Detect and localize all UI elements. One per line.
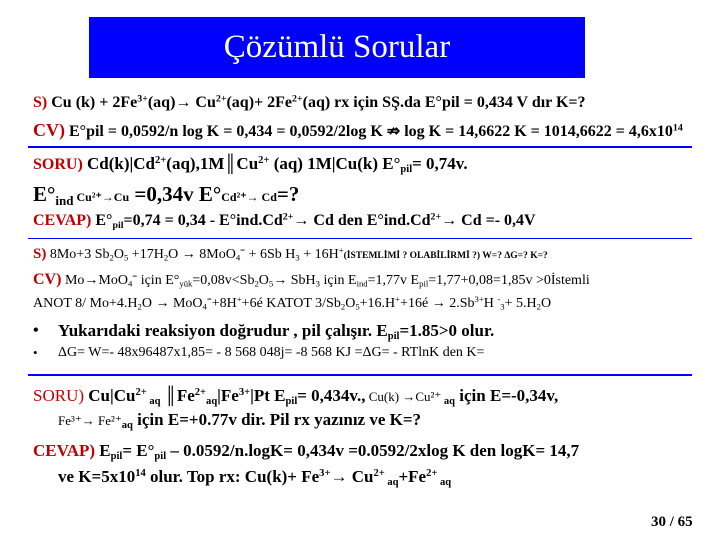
subscript: 2 [163,252,169,263]
answer-3-line [33,271,590,289]
text-segment: Cu²⁺→Cu [73,190,130,204]
superscript: 3+ [238,387,251,399]
subscript: 2 [254,278,259,289]
subscript: 4 [235,252,241,263]
superscript: + [395,294,401,305]
question-label: SORU) [33,386,85,405]
text-segment: Cd(k)|Cd [82,154,156,173]
text-segment: Cu(k) →Cu²⁺ [365,389,442,404]
answer-4-line [33,441,579,461]
text-segment: olur. Top rx: Cu(k)+ Fe [145,467,320,486]
subscript: yük [179,278,193,289]
answer-label: CEVAP) [33,212,92,229]
divider [28,146,692,148]
superscript: = [206,294,212,305]
text-segment: ΔG= W=- 48x96487x1,85= - 8 568 048j= -8 568 KJ =ΔG= - RTlnK den K= [58,345,485,360]
text-segment: (aq)→ Cu [147,94,216,111]
subscript: 2 [137,301,142,312]
gibbs-energy-line [58,345,484,361]
subscript: aq [121,420,133,432]
divider [28,238,692,239]
subscript: pil [154,451,167,463]
text-segment: için E [320,273,357,288]
text-segment: +16.H [359,296,396,311]
text-segment: Cd²⁺→ Cd [221,190,277,204]
text-segment: (aq),1M║Cu [166,154,259,173]
subscript: 5 [123,252,129,263]
text-segment: =? [276,182,300,206]
superscript: = [240,245,246,256]
subscript: aq [146,396,161,408]
subscript: 2 [340,301,346,312]
superscript: = [132,271,138,282]
subscript: aq [384,477,399,489]
text-segment: + 16H [299,247,339,262]
page-number: 30 / 65 [651,514,693,530]
subscript: 3 [500,301,505,312]
text-segment: +16é → 2.Sb [400,296,475,311]
divider [28,374,692,376]
text-segment: O [345,296,356,311]
text-segment: Fe³⁺→ Fe²⁺ [58,413,122,428]
superscript: 2+ [258,155,270,167]
text-segment: – 0.0592/n.logK= 0,434v =0.0592/2xlog K den logK= 14,7 [166,441,580,460]
text-segment: =1,77v E [367,273,420,288]
question-3-line [33,246,548,263]
text-segment: Yukarıdaki reaksiyon doğrudur , pil çalışır. E [58,321,388,340]
text-segment: +Fe [398,467,427,486]
text-segment: E° [33,182,56,206]
text-segment: +8H [211,296,237,311]
text-segment: O [540,296,552,311]
superscript: - [497,294,501,305]
text-segment: → Cu [330,467,374,486]
text-segment: +17H [128,247,164,262]
conclusion-line [58,321,494,341]
superscript: 3+ [137,93,148,105]
subscript: pil [110,451,123,463]
text-segment: O → 8MoO [168,247,236,262]
text-segment: için E=+0.77v dir. Pil rx yazınız ve K=? [132,410,422,429]
subscript: 2 [536,301,541,312]
text-segment: E° [91,212,113,229]
question-label: S) [33,94,48,111]
question-4-continuation-line [58,410,421,430]
answer-label: CV) [33,271,62,288]
text-segment: E [95,441,111,460]
superscript: 2+ [215,93,227,105]
answer-2-line [33,212,536,230]
text-segment: =1.85>0 olur. [399,321,495,340]
subscript: ind [55,192,74,208]
superscript: 2+ [194,387,207,399]
text-segment: E°pil = 0,0592/n log K = 0,434 = 0,0592/2log K [65,123,387,140]
text-segment: = 0,434v., [297,386,366,405]
superscript: 14 [672,122,683,134]
text-segment: ║Fe [160,386,195,405]
text-segment: → Cd den E°ind.Cd [293,212,431,229]
text-segment: Cu (k) + 2Fe [47,94,138,111]
superscript: 2+ [135,387,147,399]
superscript: + [236,294,242,305]
subscript: aq [206,396,218,408]
subscript: pil [285,396,298,408]
text-segment: için E° [137,273,180,288]
text-segment: + 6Sb H [245,247,296,262]
subscript: pil [419,278,429,289]
text-segment: (aq)+ 2Fe [226,94,293,111]
text-segment: |Pt E [250,386,286,405]
subscript: ind [356,278,368,289]
subscript: aq [437,477,452,489]
title-banner [89,17,585,78]
superscript: 14 [135,468,146,480]
superscript: + [338,245,344,256]
text-segment: O [113,247,124,262]
superscript: 2+ [155,155,167,167]
text-segment: Mo→MoO [61,273,128,288]
text-segment: Cu|Cu [84,386,136,405]
text-segment: |Fe [217,386,239,405]
subscript: 2 [109,252,114,263]
given-values-line [33,182,299,207]
slide-title: Çözümlü Sorular [223,29,451,65]
subscript: aq [441,396,456,408]
implies-arrow-icon: ⇏ [386,123,401,140]
answer-4-continuation-line [58,467,451,487]
subscript: 4 [127,278,133,289]
text-segment: 8Mo+3 Sb [46,247,110,262]
superscript: 2+ [373,468,385,480]
text-segment: (aq) rx için SŞ.da E°pil = 0,434 V dır K=? [302,94,586,111]
superscript: 2+ [282,211,294,223]
text-segment: → SbH [273,273,316,288]
text-segment: =0,34v E° [129,182,222,206]
subscript: 4 [202,301,207,312]
answer-1-line [33,120,683,141]
subscript: pil [387,331,400,343]
text-segment: =0,74 = 0,34 - E°ind.Cd [123,212,283,229]
text-segment: → Cd =- 0,4V [441,212,536,229]
text-segment: log K = 14,6622 K = 1014,6622 = 4,6x10 [400,123,673,140]
superscript: 3+ [474,294,484,305]
text-segment: +6é KATOT 3/Sb [241,296,341,311]
text-segment: = E° [122,441,155,460]
subscript: 3 [315,278,321,289]
question-4-line [33,386,558,406]
text-segment: ANOT 8/ Mo+4.H [33,296,138,311]
superscript: 2+ [426,468,438,480]
answer-label: CEVAP) [33,441,96,460]
text-segment: =1,77+0,08=1,85v >0İstemli [428,273,590,288]
question-label: S) [33,246,47,262]
subscript: 5 [355,301,360,312]
subscript: 3 [295,252,300,263]
text-segment: + 5.H [504,296,537,311]
subscript: 5 [268,278,274,289]
text-segment: (İSTEMLİMİ ? OLABİLİRMİ ?) W=? ΔG=? K=? [343,251,548,261]
question-1-line [33,94,586,112]
text-segment: O → MoO [141,296,203,311]
text-segment: =0,08v<Sb [192,273,255,288]
text-segment: O [258,273,269,288]
answer-label: CV) [33,120,65,140]
text-segment: = 0,74v. [412,154,468,173]
question-2-line [33,154,468,174]
half-reactions-line [33,296,551,312]
superscript: 2+ [292,93,303,105]
text-segment: H [483,296,498,311]
question-label: SORU) [33,156,83,173]
text-segment: ve K=5x10 [58,467,136,486]
text-segment: için E=-0,34v, [455,386,559,405]
bullet-icon: • [33,345,38,360]
subscript: pil [112,219,124,231]
superscript: 3+ [319,468,331,480]
superscript: 2+ [430,211,442,223]
subscript: pil [400,164,413,176]
text-segment: (aq) 1M|Cu(k) E° [269,154,401,173]
bullet-icon: • [33,322,39,339]
